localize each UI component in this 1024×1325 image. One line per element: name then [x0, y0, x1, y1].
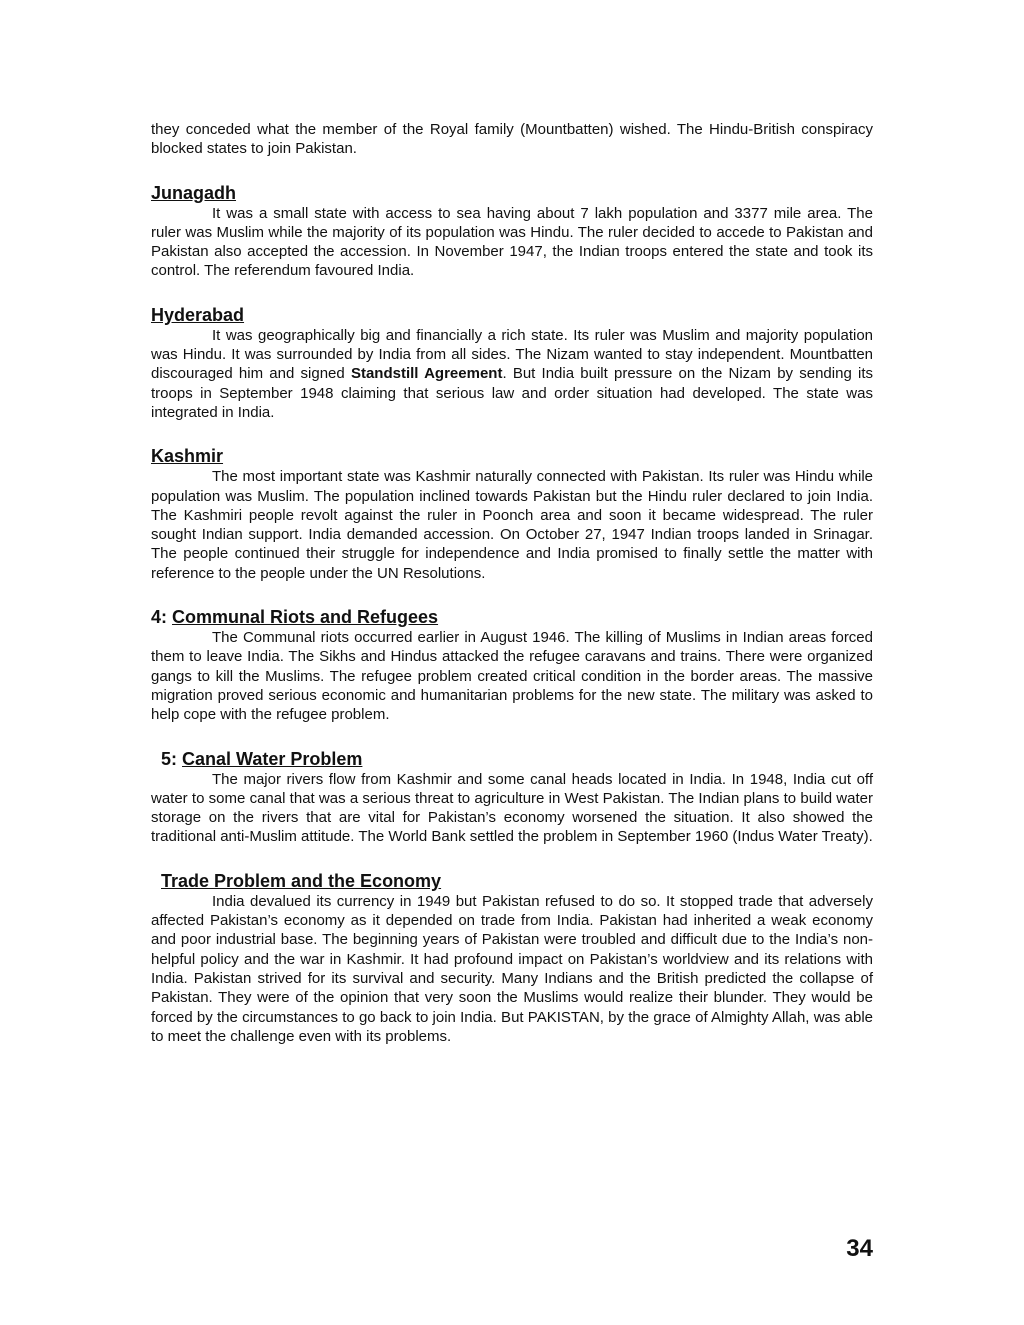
heading-hyderabad: Hyderabad [151, 304, 245, 325]
paragraph-kashmir: The most important state was Kashmir naturally connected with Pakistan. Its ruler was Hindu while population was Muslim. The population inclined towards Pakistan but the Hindu ruler declared to join India. The Kashmiri people revolt against the ruler in Poonch area and soon it became widespread. The ruler sought Indian support. India demanded accession. On October 27, 1947 Indian troops landed in Srinagar. The people continued their struggle for independence and India promised to finally settle the matter with reference to the people under the UN Resolutions. [151, 468, 873, 582]
paragraph-trade: India devalued its currency in 1949 but Pakistan refused to do so. It stopped trade that adversely affected Pakistan’s economy as it depended on trade from India. Pakistan had inherited a weak economy and poor industrial base. The beginning years of Pakistan were troubled and difficult due to the India’s non-helpful policy and the war in Kashmir. It had profound impact on Pakistan’s worldview and its relations with India. Pakistan strived for its survival and security. Many Indians and the British predicted the collapse of Pakistan. They were of the opinion that very soon the Muslims would realize their blunder. They would be forced by the circumstances to go back to join India. But PAKISTAN, by the grace of Almighty Allah, was able to meet the challenge even with its problems. [151, 892, 873, 1045]
section-trade [151, 870, 873, 1046]
paragraph-hyderabad: It was geographically big and financially a rich state. Its ruler was Muslim and majority population was Hindu. It was surrounded by India from all sides. The Nizam wanted to stay independent. Mountbatten discouraged him and signed Standstill Agreement. But India built pressure on the Nizam by sending its troops in September 1948 claiming that serious law and order situation had developed. The state was integrated in India. [151, 326, 873, 421]
paragraph-communal-riots: The Communal riots occurred earlier in August 1946. The killing of Muslims in Indian areas forced them to leave India. The Sikhs and Hindus attacked the refugee caravans and trains. There were organized gangs to kill the Muslims. The refugee problem created critical condition in the border areas. The massive migration proved serious economic and humanitarian problems for the new state. The military was asked to help cope with the refugee problem. [151, 629, 873, 724]
section-junagadh [151, 182, 873, 281]
heading-communal-riots: 4: Communal Riots and Refugees [151, 607, 439, 628]
section-number: 4: [151, 607, 173, 628]
heading-canal-water: 5: Canal Water Problem [161, 748, 363, 769]
page-number: 34 [846, 1235, 873, 1262]
intro-paragraph: they conceded what the member of the Royal family (Mountbatten) wished. The Hindu-British conspiracy blocked states to join Pakistan. [151, 121, 873, 158]
paragraph-junagadh: It was a small state with access to sea having about 7 lakh population and 3377 mile area. The ruler was Muslim while the majority of its population was Hindu. The ruler decided to accede to Pakistan and Pakistan also accepted the accession. In November 1947, the Indian troops entered the state and took its control. The referendum favoured India. [151, 204, 873, 280]
heading-kashmir: Kashmir [151, 446, 224, 467]
heading-trade: Trade Problem and the Economy [161, 870, 442, 891]
document-page [151, 120, 873, 1046]
section-hyderabad [151, 304, 873, 422]
section-kashmir [151, 445, 873, 583]
section-number: 5: [161, 748, 183, 769]
paragraph-canal-water: The major rivers flow from Kashmir and some canal heads located in India. In 1948, India cut off water to some canal that was a serious threat to agriculture in West Pakistan. The Indian plans to build water storage on the rivers that are vital for Pakistan’s economy worsened the situation. It also showed the traditional anti-Muslim attitude. The World Bank settled the problem in September 1960 (Indus Water Treaty). [151, 770, 873, 846]
section-canal-water [151, 748, 873, 847]
section-communal-riots [151, 606, 873, 724]
standstill-agreement-term: Standstill Agreement [350, 365, 503, 383]
heading-junagadh: Junagadh [151, 182, 237, 203]
